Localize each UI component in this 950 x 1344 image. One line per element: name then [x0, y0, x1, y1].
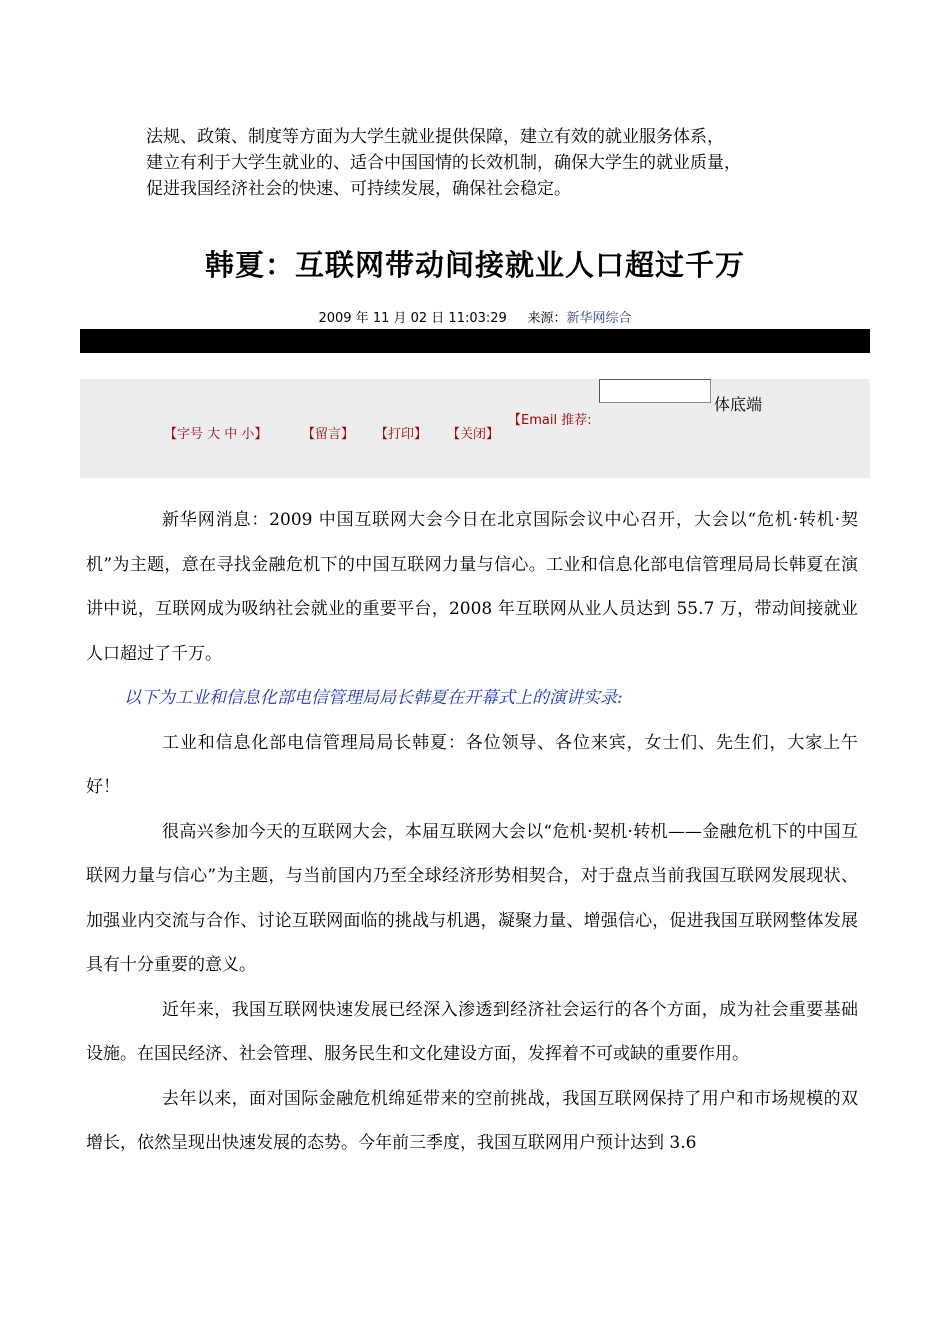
article-paragraph: 去年以来，面对国际金融危机绵延带来的空前挑战，我国互联网保持了用户和市场规模的双增长，依然呈现出快速发展的态势。今年前三季度，我国互联网用户预计达到 3.6 [86, 1088, 858, 1153]
email-input[interactable] [599, 379, 711, 403]
intro-line: 法规、政策、制度等方面为大学生就业提供保障，建立有效的就业服务体系， [146, 127, 724, 147]
article-paragraph: 很高兴参加今天的互联网大会，本届互联网大会以“危机·契机·转机——金融危机下的中国互联网力量与信心”为主题，与当前国内乃至全球经济形势相契合，对于盘点当前我国互联网发展现状、加强业内交流与合作、讨论互联网面临的挑战与机遇，凝聚力量、增强信心，促进我国互联网整体发展具有十分重要的意义。 [86, 821, 858, 975]
comment-link[interactable]: 【留言】 [302, 427, 355, 442]
divider-bar [80, 329, 870, 353]
article-paragraph: 新华网消息：2009 中国互联网大会今日在北京国际会议中心召开，大会以“危机·转机·契机”为主题，意在寻找金融危机下的中国互联网力量与信心。工业和信息化部电信管理局局长韩夏在演讲中说，互联网成为吸纳社会就业的重要平台，2008 年互联网从业人员达到 55.7 万，带动间接就业人口超过了千万。 [86, 510, 858, 664]
article-body [86, 498, 858, 1166]
article-title: 韩夏：互联网带动间接就业人口超过千万 [204, 248, 745, 282]
source-label: 来源： [527, 311, 567, 326]
article-date: 2009 年 11 月 02 日 11:03:29 [318, 311, 507, 326]
intro-line: 建立有利于大学生就业的、适合中国国情的长效机制，确保大学生的就业质量， [146, 153, 741, 173]
email-recommend-label: 【Email 推荐: [508, 413, 592, 428]
font-size-control[interactable]: 【字号 大 中 小】 [164, 427, 268, 442]
speech-intro: 以下为工业和信息化部电信管理局局长韩夏在开幕式上的演讲实录: [124, 688, 623, 708]
article-toolbar [80, 379, 870, 478]
email-suffix-text: 体底端 [714, 395, 763, 414]
article-meta [0, 307, 950, 326]
article-paragraph: 近年来，我国互联网快速发展已经深入渗透到经济社会运行的各个方面，成为社会重要基础设施。在国民经济、社会管理、服务民生和文化建设方面，发挥着不可或缺的重要作用。 [86, 999, 858, 1064]
article-source: 新华网综合 [566, 311, 632, 326]
intro-line: 促进我国经济社会的快速、可持续发展，确保社会稳定。 [146, 179, 571, 199]
close-link[interactable]: 【关闭】 [447, 427, 500, 442]
article-paragraph: 工业和信息化部电信管理局局长韩夏：各位领导、各位来宾，女士们、先生们，大家上午好！ [86, 732, 858, 797]
print-link[interactable]: 【打印】 [375, 427, 428, 442]
intro-text [146, 124, 866, 202]
